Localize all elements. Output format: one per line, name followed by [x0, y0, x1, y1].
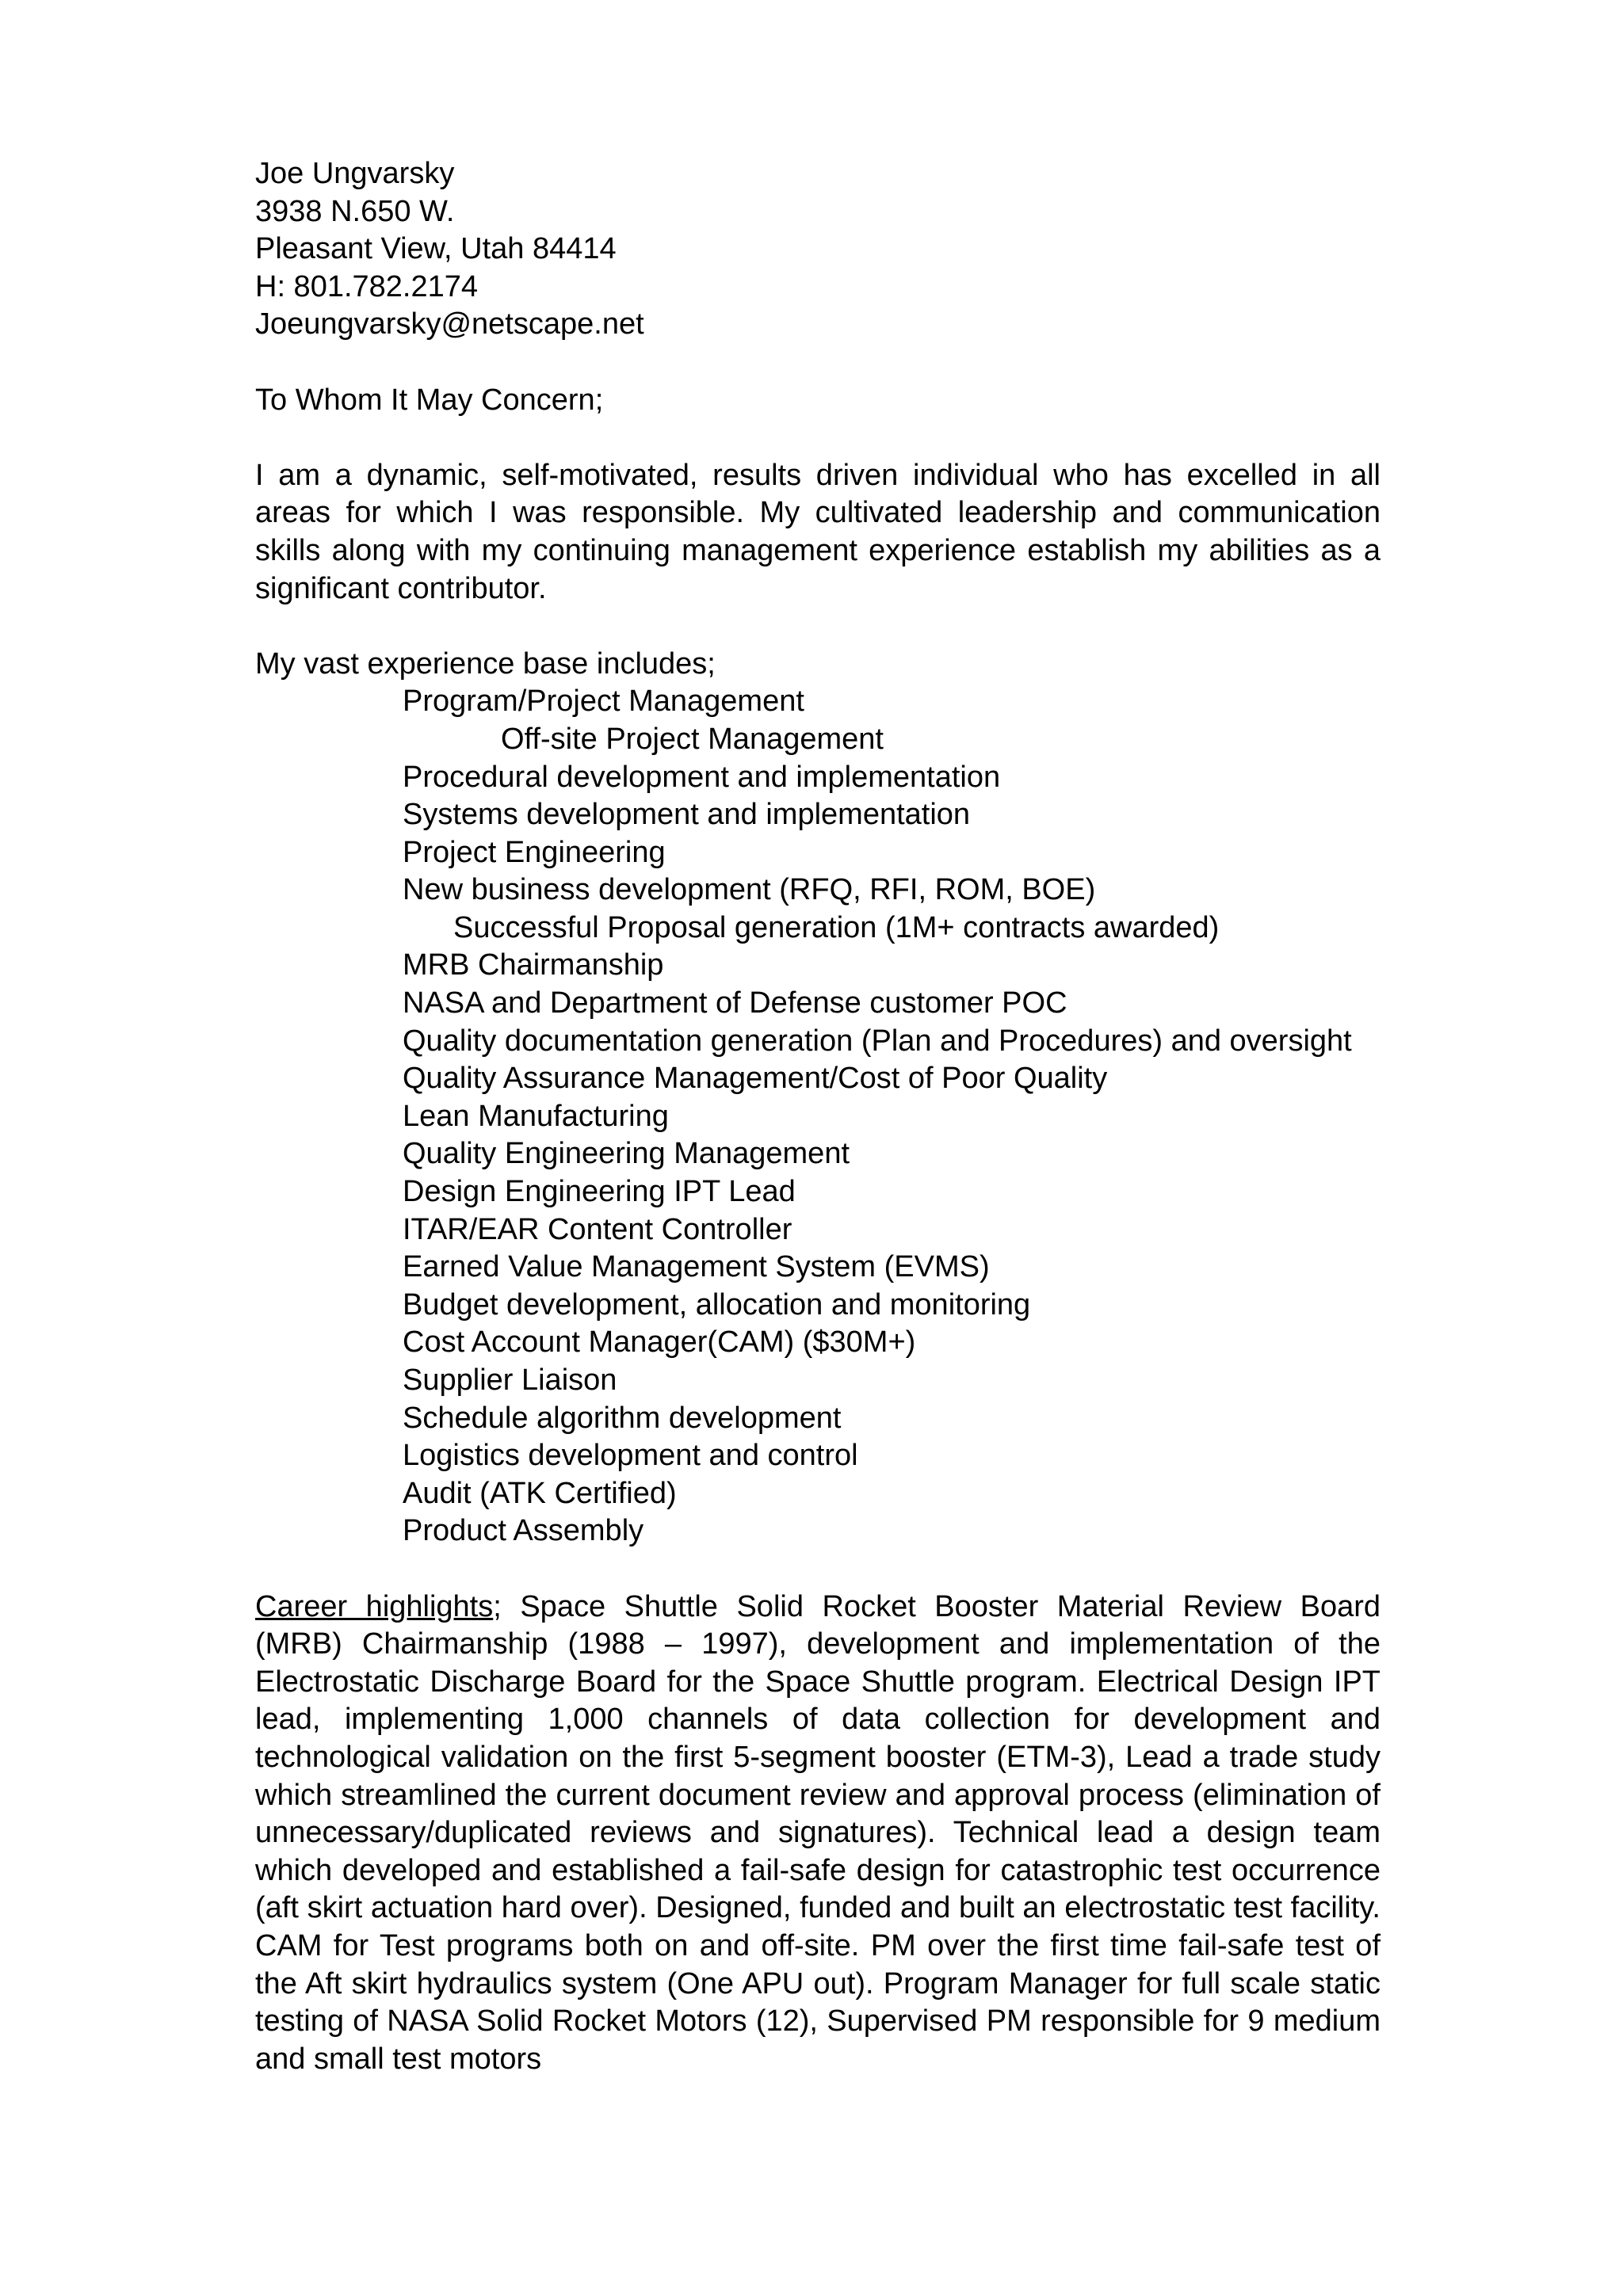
- sender-name: Joe Ungvarsky: [255, 157, 455, 190]
- sender-phone: H: 801.782.2174: [255, 269, 479, 303]
- experience-heading: My vast experience base includes;: [255, 646, 716, 681]
- experience-item: Procedural development and implementation: [403, 760, 1001, 794]
- career-highlights-text: ; Space Shuttle Solid Rocket Booster Material Review Board (MRB) Chairmanship (1988 – 1997), development and implementation of the Electrostatic Discharge Board for the Space Shuttle program. Electrical Design IPT lead, implementing 1,000 channels of data collection for development and technological validation on the first 5-segment booster (ETM-3), Lead a trade study which streamlined the current document review and approval process (elimination of unnecessary/duplicated reviews and signatures). Technical lead a design team which developed and established a fail-safe design for catastrophic test occurrence (aft skirt actuation hard over). Designed, funded and built an electrostatic test facility. CAM for Test programs both on and off-site. PM over the first time fail-safe test of the Aft skirt hydraulics system (One APU out). Program Manager for full scale static testing of NASA Solid Rocket Motors (12), Supervised PM responsible for 9 medium and small test motors: [255, 1589, 1381, 2076]
- career-highlights-paragraph: [255, 1589, 1381, 2079]
- experience-item: Product Assembly: [403, 1514, 644, 1548]
- experience-item: Quality documentation generation (Plan and Procedures) and oversight: [403, 1024, 1352, 1058]
- spacer: [255, 1550, 1381, 1589]
- experience-item: Schedule algorithm development: [403, 1401, 842, 1435]
- experience-item: Successful Proposal generation (1M+ contracts awarded): [453, 910, 1220, 944]
- experience-item: Systems development and implementation: [403, 798, 971, 832]
- experience-item: Project Engineering: [403, 835, 666, 869]
- spacer: [255, 608, 1381, 646]
- spacer: [255, 419, 1381, 457]
- spacer: [255, 344, 1381, 382]
- experience-item: Supplier Liaison: [403, 1363, 617, 1397]
- experience-item: ITAR/EAR Content Controller: [403, 1212, 792, 1246]
- sender-city: Pleasant View, Utah 84414: [255, 232, 617, 266]
- experience-item: Quality Assurance Management/Cost of Poor Quality: [403, 1062, 1108, 1096]
- experience-item: New business development (RFQ, RFI, ROM, BOE): [403, 873, 1096, 907]
- experience-item: Cost Account Manager(CAM) ($30M+): [403, 1325, 916, 1360]
- sender-address: [255, 155, 1381, 344]
- experience-item: Logistics development and control: [403, 1439, 858, 1473]
- experience-item: NASA and Department of Defense customer POC: [403, 986, 1067, 1020]
- sender-email: Joeungvarsky@netscape.net: [255, 307, 644, 341]
- salutation: To Whom It May Concern;: [255, 383, 604, 417]
- experience-item: Quality Engineering Management: [403, 1137, 850, 1171]
- experience-item: Budget development, allocation and monitoring: [403, 1287, 1031, 1322]
- experience-item: Lean Manufacturing: [403, 1099, 669, 1133]
- experience-item: Earned Value Management System (EVMS): [403, 1250, 990, 1284]
- sender-street: 3938 N.650 W.: [255, 194, 455, 228]
- experience-item: Audit (ATK Certified): [403, 1476, 677, 1510]
- intro-paragraph: I am a dynamic, self-motivated, results driven individual who has excelled in all areas for which I was responsible. My cultivated leadership and communication skills along with my continuing management experience establish my abilities as a significant contributor.: [255, 458, 1381, 605]
- experience-item: Off-site Project Management: [501, 722, 884, 756]
- letter-body: [255, 155, 1381, 2078]
- career-highlights-label: Career highlights: [255, 1589, 494, 1623]
- experience-list: [255, 683, 1381, 1550]
- experience-item: Design Engineering IPT Lead: [403, 1175, 796, 1209]
- experience-item: Program/Project Management: [403, 685, 804, 719]
- experience-item: MRB Chairmanship: [403, 948, 664, 982]
